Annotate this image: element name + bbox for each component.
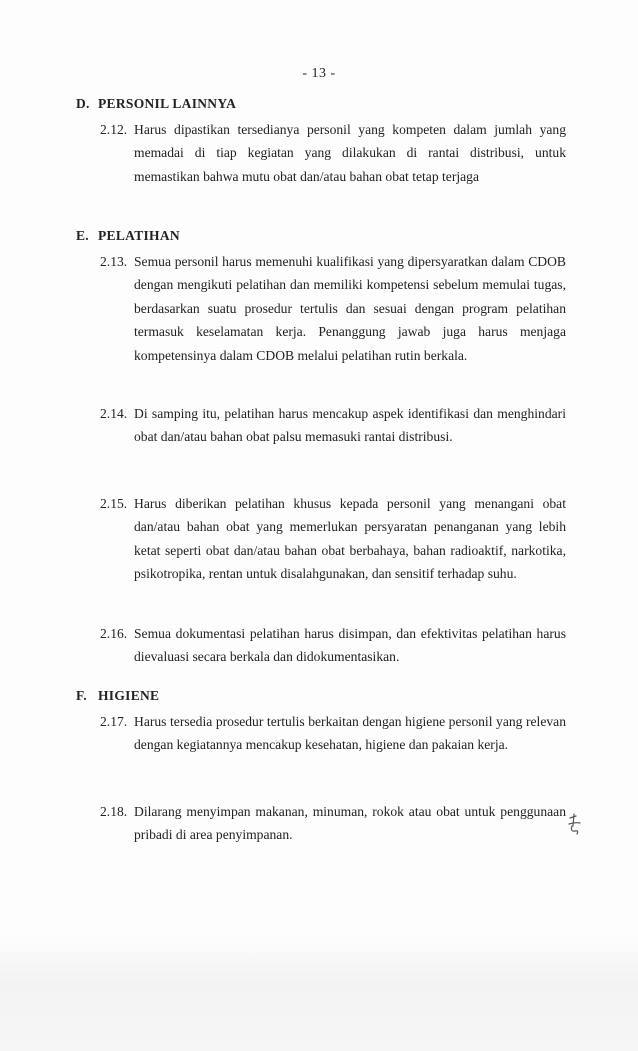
- section-letter: E.: [76, 228, 89, 243]
- list-item-2-14: [100, 402, 566, 449]
- item-text: Harus diberikan pelatihan khusus kepada personil yang menangani obat dan/atau bahan obat yang memerlukan persyaratan penanganan yang lebih ketat seperti obat dan/atau bahan obat berbahaya, bahan radioaktif, narkotika, psikotropika, rentan untuk disalahgunakan, dan sensitif terhadap suhu.: [134, 496, 566, 582]
- section-heading-d: [76, 96, 236, 112]
- section-heading-f: [76, 688, 159, 704]
- item-text: Harus tersedia prosedur tertulis berkaitan dengan higiene personil yang relevan dengan kegiatannya mencakup kesehatan, higiene dan pakaian kerja.: [134, 714, 566, 753]
- list-item-2-12: [100, 118, 566, 188]
- handwritten-initial-mark: [566, 812, 584, 838]
- item-text: Semua dokumentasi pelatihan harus disimpan, dan efektivitas pelatihan harus dievaluasi secara berkala dan didokumentasikan.: [134, 626, 566, 665]
- item-number: 2.16.: [100, 626, 128, 641]
- item-number: 2.17.: [100, 714, 128, 729]
- item-number: 2.15.: [100, 496, 128, 511]
- item-number: 2.18.: [100, 804, 128, 819]
- item-text: Di samping itu, pelatihan harus mencakup aspek identifikasi dan menghindari obat dan/atau bahan obat palsu memasuki rantai distribusi.: [134, 406, 566, 445]
- section-heading-e: [76, 228, 180, 244]
- page-number: - 13 -: [302, 66, 336, 81]
- section-title: PELATIHAN: [98, 228, 180, 243]
- item-text: Dilarang menyimpan makanan, minuman, rokok atau obat untuk penggunaan pribadi di area penyimpanan.: [134, 804, 566, 843]
- list-item-2-16: [100, 622, 566, 669]
- scan-margin-shade: [0, 935, 638, 1051]
- section-title: PERSONIL LAINNYA: [98, 96, 237, 111]
- section-title: HIGIENE: [98, 688, 160, 703]
- item-number: 2.14.: [100, 406, 128, 421]
- list-item-2-18: [100, 800, 566, 847]
- item-text: Semua personil harus memenuhi kualifikasi yang dipersyaratkan dalam CDOB dengan mengikuti pelatihan dan memiliki kompetensi sebelum memulai tugas, berdasarkan suatu prosedur tertulis dan sesuai dengan program pelatihan termasuk keselamatan kerja. Penanggung jawab juga harus menjaga kompetensinya dalam CDOB melalui pelatihan rutin berkala.: [134, 254, 566, 363]
- list-item-2-17: [100, 710, 566, 757]
- list-item-2-13: [100, 250, 566, 367]
- item-number: 2.13.: [100, 254, 128, 269]
- section-letter: F.: [76, 688, 87, 703]
- section-letter: D.: [76, 96, 90, 111]
- item-number: 2.12.: [100, 122, 128, 137]
- item-text: Harus dipastikan tersedianya personil yang kompeten dalam jumlah yang memadai di tiap kegiatan yang dilakukan di rantai distribusi, untuk memastikan bahwa mutu obat dan/atau bahan obat tetap terjaga: [134, 122, 566, 184]
- list-item-2-15: [100, 492, 566, 586]
